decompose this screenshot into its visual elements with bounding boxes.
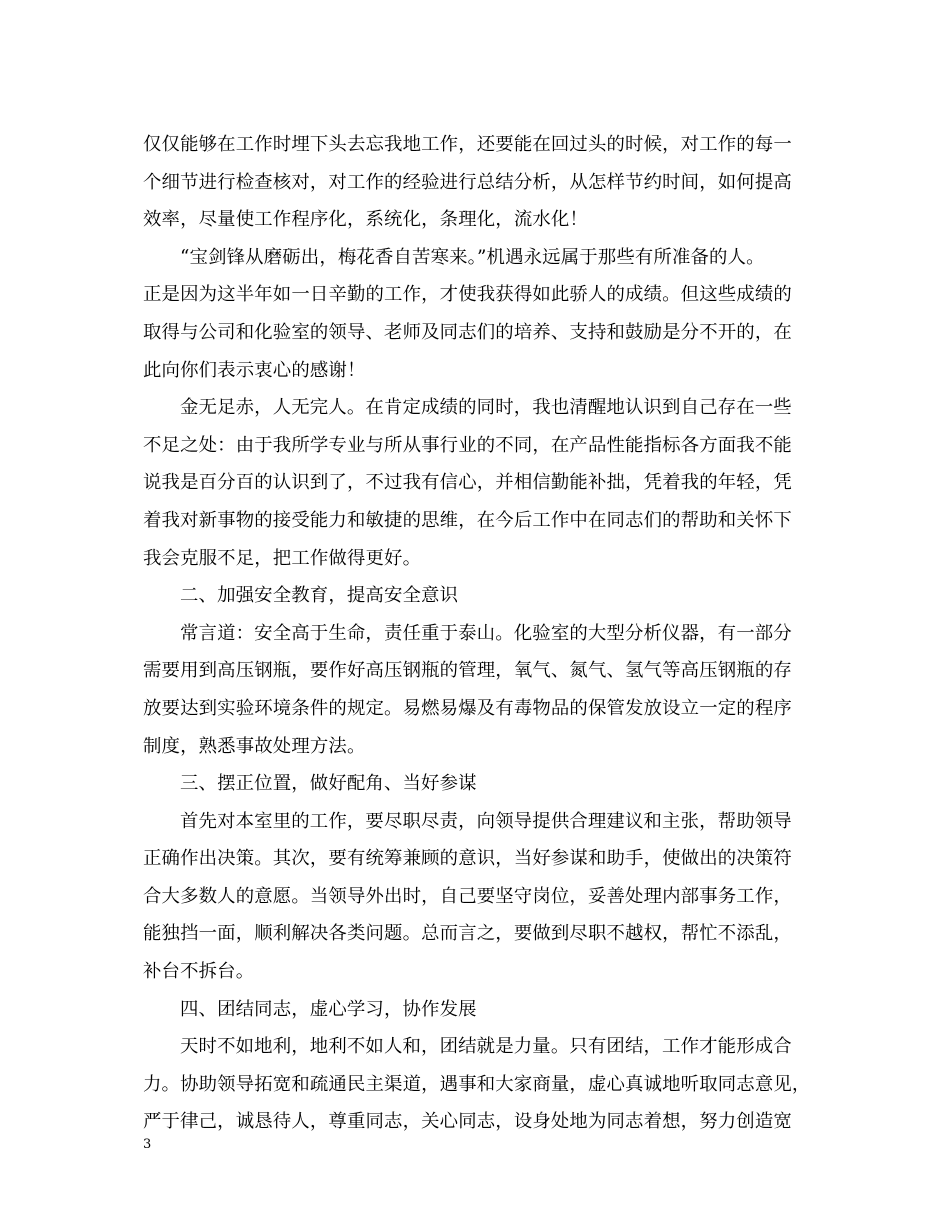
- section-heading: 二、加强安全教育，提高安全意识: [180, 585, 459, 607]
- paragraph-first-line: “宝剑锋从磨砺出，梅花香自苦寒来。”机遇永远属于那些有所准备的人。: [180, 246, 765, 268]
- paragraph-first-line: 天时不如地利，地利不如人和，团结就是力量。只有团结，工作才能形成合: [180, 1036, 792, 1058]
- section-heading: 四、团结同志，虚心学习，协作发展: [180, 998, 477, 1020]
- text-line: 正确作出决策。其次，要有统筹兼顾的意识，当好参谋和助手，使做出的决策符: [143, 848, 792, 870]
- text-line: 放要达到实验环境条件的规定。易燃易爆及有毒物品的保管发放设立一定的程序: [143, 697, 792, 719]
- page-number: 3: [143, 1137, 152, 1152]
- text-line: 合大多数人的意愿。当领导外出时，自己要坚守岗位，妥善处理内部事务工作，: [143, 885, 792, 907]
- text-line: 力。协助领导拓宽和疏通民主渠道，遇事和大家商量，虚心真诚地听取同志意见，: [143, 1073, 811, 1095]
- text-line: 补台不拆台。: [143, 961, 255, 983]
- body-text: [143, 126, 811, 1141]
- text-line: 不足之处：由于我所学专业与所从事行业的不同，在产品性能指标各方面我不能: [143, 434, 792, 456]
- text-line: 仅仅能够在工作时埋下头去忘我地工作，还要能在回过头的时候，对工作的每一: [143, 134, 792, 155]
- section-heading: 三、摆正位置，做好配角、当好参谋: [180, 773, 477, 795]
- paragraph-first-line: 金无足赤，人无完人。在肯定成绩的同时，我也清醒地认识到自己存在一些: [180, 397, 792, 419]
- text-line: 取得与公司和化验室的领导、老师及同志们的培养、支持和鼓励是分不开的，在: [143, 321, 792, 343]
- text-line: 我会克服不足，把工作做得更好。: [143, 547, 422, 569]
- text-line: 需要用到高压钢瓶，要作好高压钢瓶的管理，氧气、氮气、氢气等高压钢瓶的存: [143, 660, 792, 682]
- text-line: 此向你们表示衷心的感谢！: [143, 359, 366, 381]
- text-line: 效率，尽量使工作程序化，系统化，条理化，流水化！: [143, 209, 588, 231]
- text-line: 正是因为这半年如一日辛勤的工作，才使我获得如此骄人的成绩。但这些成绩的: [143, 284, 792, 306]
- text-line: 制度，熟悉事故处理方法。: [143, 735, 366, 757]
- paragraph-first-line: 常言道：安全高于生命，责任重于泰山。化验室的大型分析仪器，有一部分: [180, 622, 792, 644]
- text-line: 个细节进行检查核对，对工作的经验进行总结分析，从怎样节约时间，如何提高: [143, 171, 792, 193]
- paragraph-first-line: 首先对本室里的工作，要尽职尽责，向领导提供合理建议和主张，帮助领导: [180, 810, 792, 832]
- text-line: 说我是百分百的认识到了，不过我有信心，并相信勤能补拙，凭着我的年轻，凭: [143, 472, 792, 494]
- text-line: 严于律己，诚恳待人，尊重同志，关心同志，设身处地为同志着想，努力创造宽: [143, 1111, 792, 1133]
- text-line: 能独挡一面，顺利解决各类问题。总而言之，要做到尽职不越权，帮忙不添乱，: [143, 923, 792, 945]
- text-line: 着我对新事物的接受能力和敏捷的思维，在今后工作中在同志们的帮助和关怀下: [143, 509, 792, 531]
